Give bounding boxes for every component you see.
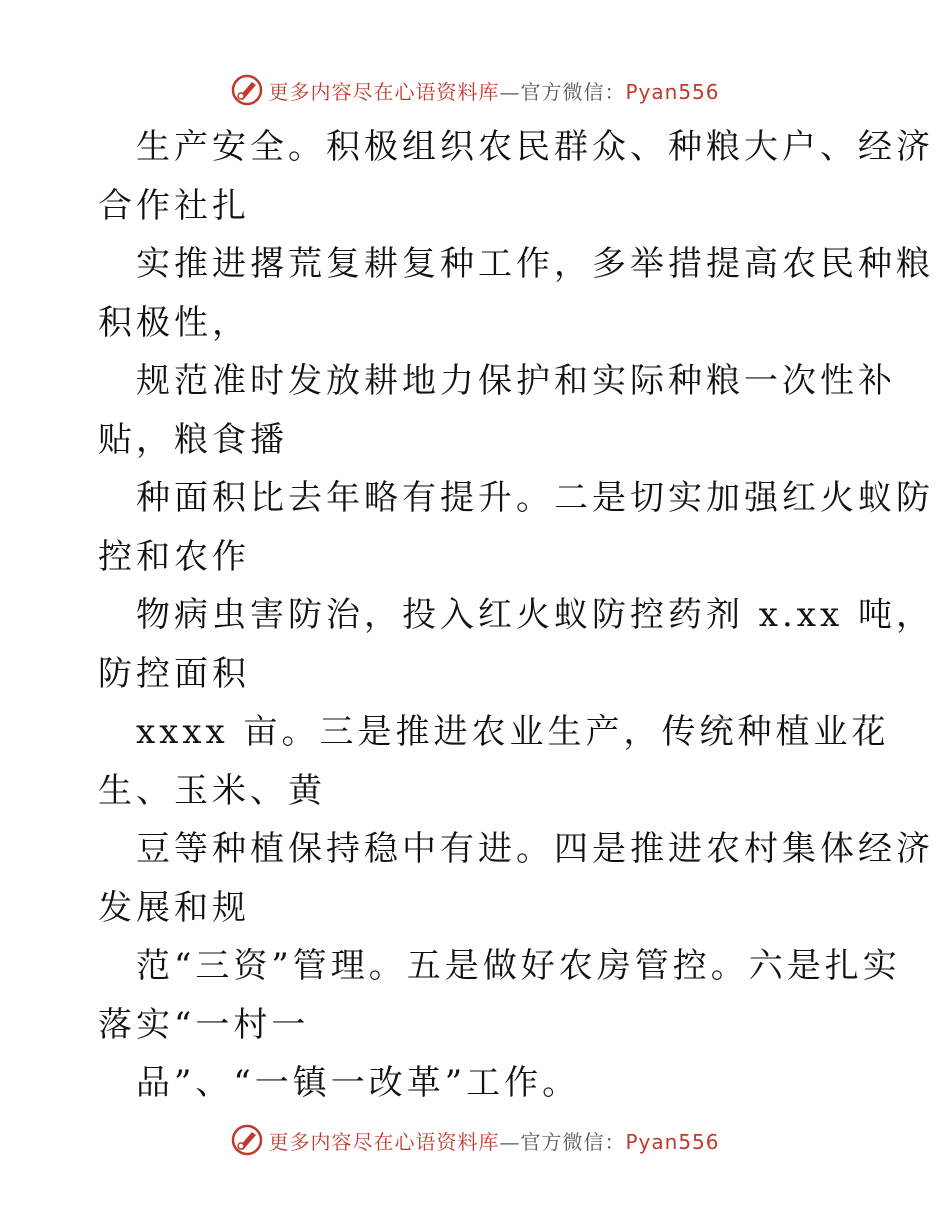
document-body: [98, 118, 934, 1113]
text-line: 生、玉米、黄: [98, 770, 326, 811]
text-line: 物病虫害防治，投入红火蚁防控药剂 x.xx 吨，: [136, 595, 934, 635]
footer-banner-main: 更多内容尽在心语资料库: [268, 1129, 500, 1154]
logo-icon: [230, 73, 264, 107]
text-line: 种面积比去年略有提升。二是切实加强红火蚁防: [136, 478, 934, 518]
text-line: 豆等种植保持稳中有进。四是推进农村集体经济: [136, 829, 934, 869]
text-line: 生产安全。积极组织农民群众、种粮大户、经济: [136, 127, 934, 167]
header-banner-text: [268, 76, 719, 105]
footer-banner-handle: Pyan556: [625, 1129, 720, 1154]
header-banner: [0, 70, 950, 110]
text-line: 控和农作: [98, 536, 250, 577]
text-line: 品”、“一镇一改革”工作。: [136, 1063, 581, 1103]
text-line: xxxx 亩。三是推进农业生产，传统种植业花: [136, 712, 890, 752]
footer-banner-text: [268, 1126, 719, 1155]
logo-icon: [230, 1123, 264, 1157]
footer-banner: [0, 1120, 950, 1160]
text-line: 范“三资”管理。五是做好农房管控。六是扎实: [136, 946, 901, 986]
text-line: 防控面积: [98, 653, 250, 694]
header-banner-main: 更多内容尽在心语资料库: [268, 79, 500, 104]
header-banner-separator: —官方微信：: [499, 79, 626, 104]
text-line: 合作社扎: [98, 185, 250, 226]
text-line: 发展和规: [98, 887, 250, 928]
footer-banner-separator: —官方微信：: [499, 1129, 626, 1154]
text-line: 规范准时发放耕地力保护和实际种粮一次性补: [136, 361, 896, 401]
text-line: 落实“一村一: [98, 1004, 310, 1045]
text-line: 实推进撂荒复耕复种工作，多举措提高农民种粮: [136, 244, 934, 284]
header-banner-handle: Pyan556: [625, 79, 720, 104]
text-line: 贴，粮食播: [98, 419, 288, 460]
text-line: 积极性，: [98, 302, 250, 343]
